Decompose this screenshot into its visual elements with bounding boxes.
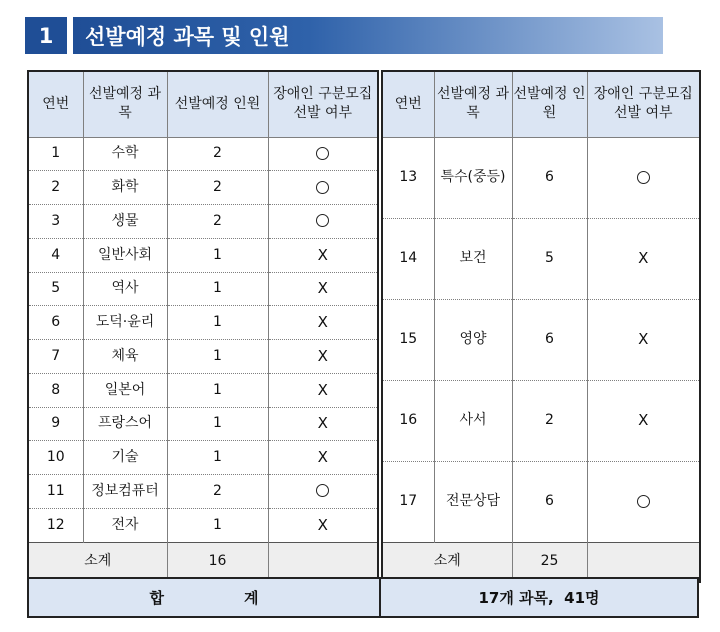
disabled-mark-cell — [587, 218, 700, 299]
row-number: 12 — [28, 508, 83, 542]
row-number: 3 — [28, 205, 83, 239]
x-mark: X — [317, 414, 328, 433]
count-cell: 6 — [512, 137, 587, 218]
col-header-disabled: 장애인 구분모집 선발 여부 — [268, 71, 378, 137]
x-mark: X — [317, 279, 328, 298]
table-row — [28, 171, 378, 205]
grand-total-label-a: 합 — [149, 589, 164, 607]
col-header-count: 선발예정 인원 — [167, 71, 268, 137]
table-row — [28, 475, 378, 509]
count-cell: 1 — [167, 272, 268, 306]
count-cell: 5 — [512, 218, 587, 299]
grand-total-label — [29, 579, 381, 616]
x-mark: X — [317, 313, 328, 332]
circle-mark-icon — [316, 147, 329, 160]
subject-cell: 전문상담 — [434, 461, 512, 542]
subject-cell: 생물 — [83, 205, 167, 239]
table-row — [382, 380, 700, 461]
count-cell: 1 — [167, 373, 268, 407]
count-cell: 1 — [167, 441, 268, 475]
subject-cell: 일반사회 — [83, 238, 167, 272]
right-subtotal-empty — [587, 542, 700, 582]
subject-cell: 수학 — [83, 137, 167, 171]
table-row — [28, 306, 378, 340]
disabled-mark-cell — [587, 461, 700, 542]
count-cell: 2 — [167, 171, 268, 205]
x-mark: X — [638, 411, 649, 430]
disabled-mark-cell — [268, 441, 378, 475]
disabled-mark-cell — [268, 508, 378, 542]
count-cell: 2 — [167, 475, 268, 509]
row-number: 13 — [382, 137, 434, 218]
x-mark: X — [317, 515, 328, 534]
disabled-mark-cell — [268, 340, 378, 374]
circle-mark-icon — [316, 214, 329, 227]
disabled-mark-cell — [268, 205, 378, 239]
circle-mark-icon — [637, 171, 650, 184]
table-row — [28, 508, 378, 542]
count-cell: 1 — [167, 508, 268, 542]
count-cell: 1 — [167, 340, 268, 374]
circle-mark-icon — [637, 495, 650, 508]
x-mark: X — [317, 346, 328, 365]
grand-total-label-b: 계 — [244, 589, 259, 607]
section-header — [25, 17, 663, 54]
circle-mark-icon — [316, 484, 329, 497]
subject-cell: 역사 — [83, 272, 167, 306]
row-number: 11 — [28, 475, 83, 509]
subject-cell: 사서 — [434, 380, 512, 461]
x-mark: X — [638, 249, 649, 268]
grand-total-summary: 17개 과목, 41명 — [381, 579, 697, 616]
left-table — [27, 70, 379, 583]
disabled-mark-cell — [268, 306, 378, 340]
x-mark: X — [317, 380, 328, 399]
row-number: 10 — [28, 441, 83, 475]
table-row — [382, 461, 700, 542]
count-cell: 2 — [512, 380, 587, 461]
col-header-subject: 선발예정 과목 — [434, 71, 512, 137]
section-title: 선발예정 과목 및 인원 — [73, 17, 663, 54]
subject-cell: 기술 — [83, 441, 167, 475]
col-header-disabled: 장애인 구분모집 선발 여부 — [587, 71, 700, 137]
row-number: 17 — [382, 461, 434, 542]
table-row — [28, 272, 378, 306]
count-cell: 1 — [167, 306, 268, 340]
col-header-subject: 선발예정 과목 — [83, 71, 167, 137]
subject-cell: 전자 — [83, 508, 167, 542]
disabled-mark-cell — [587, 380, 700, 461]
count-cell: 6 — [512, 299, 587, 380]
disabled-mark-cell — [268, 171, 378, 205]
table-row — [382, 137, 700, 218]
subject-cell: 보건 — [434, 218, 512, 299]
disabled-mark-cell — [587, 137, 700, 218]
row-number: 6 — [28, 306, 83, 340]
grand-total-row — [27, 577, 699, 618]
table-row — [28, 373, 378, 407]
table-row — [28, 238, 378, 272]
row-number: 8 — [28, 373, 83, 407]
count-cell: 1 — [167, 238, 268, 272]
disabled-mark-cell — [268, 407, 378, 441]
count-cell: 1 — [167, 407, 268, 441]
table-row — [28, 340, 378, 374]
row-number: 4 — [28, 238, 83, 272]
x-mark: X — [317, 448, 328, 467]
subject-cell: 영양 — [434, 299, 512, 380]
row-number: 2 — [28, 171, 83, 205]
x-mark: X — [317, 245, 328, 264]
row-number: 16 — [382, 380, 434, 461]
subject-cell: 도덕·윤리 — [83, 306, 167, 340]
row-number: 9 — [28, 407, 83, 441]
col-header-no: 연번 — [28, 71, 83, 137]
row-number: 5 — [28, 272, 83, 306]
disabled-mark-cell — [268, 137, 378, 171]
table-row — [28, 137, 378, 171]
x-mark: X — [638, 330, 649, 349]
table-row — [382, 218, 700, 299]
right-subtotal-label: 소계 — [382, 542, 512, 582]
row-number: 14 — [382, 218, 434, 299]
subject-cell: 일본어 — [83, 373, 167, 407]
disabled-mark-cell — [268, 238, 378, 272]
subject-cell: 정보컴퓨터 — [83, 475, 167, 509]
row-number: 15 — [382, 299, 434, 380]
left-subtotal-empty — [268, 542, 378, 582]
table-row — [28, 205, 378, 239]
col-header-no: 연번 — [382, 71, 434, 137]
left-subtotal-label: 소계 — [28, 542, 167, 582]
left-subtotal-count: 16 — [167, 542, 268, 582]
subject-cell: 특수(중등) — [434, 137, 512, 218]
count-cell: 2 — [167, 205, 268, 239]
right-table — [381, 70, 701, 583]
right-subtotal-count: 25 — [512, 542, 587, 582]
count-cell: 2 — [167, 137, 268, 171]
subject-cell: 체육 — [83, 340, 167, 374]
disabled-mark-cell — [268, 373, 378, 407]
disabled-mark-cell — [268, 475, 378, 509]
table-row — [28, 441, 378, 475]
subject-cell: 화학 — [83, 171, 167, 205]
row-number: 7 — [28, 340, 83, 374]
subject-cell: 프랑스어 — [83, 407, 167, 441]
col-header-count: 선발예정 인원 — [512, 71, 587, 137]
table-row — [28, 407, 378, 441]
disabled-mark-cell — [587, 299, 700, 380]
disabled-mark-cell — [268, 272, 378, 306]
row-number: 1 — [28, 137, 83, 171]
count-cell: 6 — [512, 461, 587, 542]
section-number: 1 — [25, 17, 67, 54]
table-row — [382, 299, 700, 380]
circle-mark-icon — [316, 181, 329, 194]
